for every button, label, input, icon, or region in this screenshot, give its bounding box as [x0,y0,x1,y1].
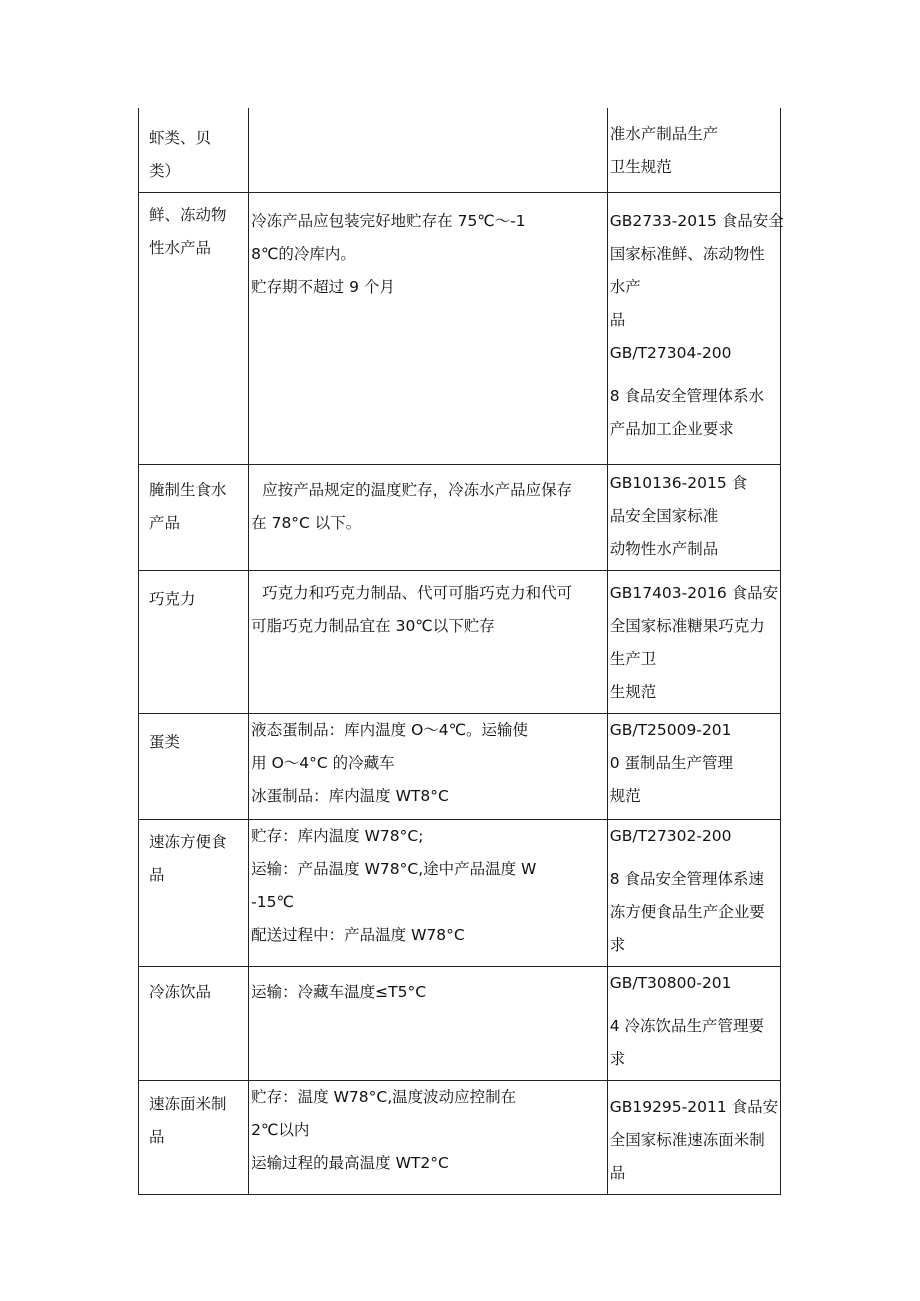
table-row [139,1081,781,1195]
requirement-line: 用 O～4°C 的冷藏车 [251,754,395,772]
category-cell [139,1081,249,1195]
requirement-line: 贮存期不超过 9 个月 [251,278,395,296]
standard-line: 生规范 [609,683,657,701]
category-cell [139,571,249,714]
standard-line: 动物性水产制品 [609,540,719,558]
category-line: 品 [149,1128,165,1146]
standard-line: 规范 [609,787,641,805]
standard-line: 品 [609,1164,626,1182]
table-row [139,193,781,465]
requirement-cell [249,108,608,193]
requirement-cell [249,193,608,465]
requirement-line: 冰蛋制品：库内温度 WT8°C [251,787,449,805]
category-line: 虾类、贝 [149,129,212,147]
table-row [139,967,781,1081]
standard-line: GB/T30800-201 [609,974,732,992]
category-line: 鲜、冻动物 [149,206,227,224]
requirement-line: 运输：冷藏车温度≤T5°C [251,983,427,1001]
category-line: 蛋类 [149,733,181,751]
standard-line: GB10136-2015 食 [609,474,748,492]
standard-cell [607,1081,780,1195]
requirement-line: -15℃ [251,893,294,911]
standard-line: 水产 [609,278,641,296]
requirement-cell [249,571,608,714]
table-row [139,820,781,967]
standard-line: 准水产制品生产 [609,125,719,143]
requirement-line: 运输：产品温度 W78°C,途中产品温度 W [251,860,537,878]
category-cell [139,193,249,465]
standard-line: GB/T27302-200 [609,827,732,845]
storage-standards-table [138,108,784,1195]
requirement-cell [249,714,608,820]
standard-line: 卫生规范 [609,158,672,176]
requirement-cell [249,967,608,1081]
standard-line: 求 [609,936,626,954]
standard-cell [607,714,780,820]
standard-cell [607,465,780,571]
requirement-line: 8℃的冷库内。 [251,245,356,263]
category-line: 巧克力 [149,590,196,608]
requirement-line: 配送过程中：产品温度 W78°C [251,926,465,944]
standard-line: 产品加工企业要求 [609,420,734,438]
category-line: 速冻面米制 [149,1095,227,1113]
table-row [139,571,781,714]
requirement-line: 2℃以内 [251,1121,310,1139]
requirement-line: 运输过程的最高温度 WT2°C [251,1154,449,1172]
category-line: 产品 [149,514,181,532]
category-line: 速冻方便食 [149,833,227,851]
requirement-line: 液态蛋制品：库内温度 O～4℃。运输使 [251,721,529,739]
standard-line: GB/T27304-200 [609,344,732,362]
standard-line: 8 食品安全管理体系水 [609,387,764,405]
requirement-line: 贮存：温度 W78°C,温度波动应控制在 [251,1088,517,1106]
standard-line: 8 食品安全管理体系速 [609,870,764,888]
requirement-cell [249,820,608,967]
standard-line: 生产卫 [609,650,657,668]
standard-line: GB2733-2015 食品安全 [609,212,784,230]
standard-cell [607,820,780,967]
standard-line: GB/T25009-201 [609,721,732,739]
standard-line: 国家标准鲜、冻动物性 [609,245,765,263]
standard-line: GB17403-2016 食品安 [609,584,779,602]
category-cell [139,714,249,820]
standard-cell [607,193,784,465]
table-row [139,714,781,820]
standard-line: 品 [609,311,626,329]
category-line: 类） [149,162,181,180]
standard-line: 品安全国家标准 [609,507,719,525]
standard-line: 全国家标准速冻面米制 [609,1131,765,1149]
requirement-line: 巧克力和巧克力制品、代可可脂巧克力和代可 [262,584,573,602]
requirement-line: 冷冻产品应包装完好地贮存在 75℃～-1 [251,212,526,230]
standard-cell [607,967,780,1081]
standard-line: 求 [609,1050,626,1068]
standard-cell [607,571,780,714]
category-cell [139,820,249,967]
requirement-line: 应按产品规定的温度贮存，冷冻水产品应保存 [262,481,573,499]
table-row [139,465,781,571]
requirement-line: 在 78°C 以下。 [251,514,362,532]
category-cell [139,108,249,193]
requirement-cell [249,1081,608,1195]
standard-line: 冻方便食品生产企业要 [609,903,765,921]
standard-line: GB19295-2011 食品安 [609,1098,779,1116]
table-row [139,108,781,193]
standard-line: 全国家标准糖果巧克力 [609,617,765,635]
category-line: 冷冻饮品 [149,983,212,1001]
requirement-line: 贮存：库内温度 W78°C; [251,827,424,845]
category-line: 性水产品 [149,239,212,257]
category-cell [139,967,249,1081]
standard-cell [607,108,780,193]
requirement-cell [249,465,608,571]
category-line: 腌制生食水 [149,481,227,499]
category-cell [139,465,249,571]
category-line: 品 [149,866,165,884]
requirement-line: 可脂巧克力制品宜在 30℃以下贮存 [251,617,495,635]
standard-line: 4 冷冻饮品生产管理要 [609,1017,764,1035]
standard-line: 0 蛋制品生产管理 [609,754,733,772]
